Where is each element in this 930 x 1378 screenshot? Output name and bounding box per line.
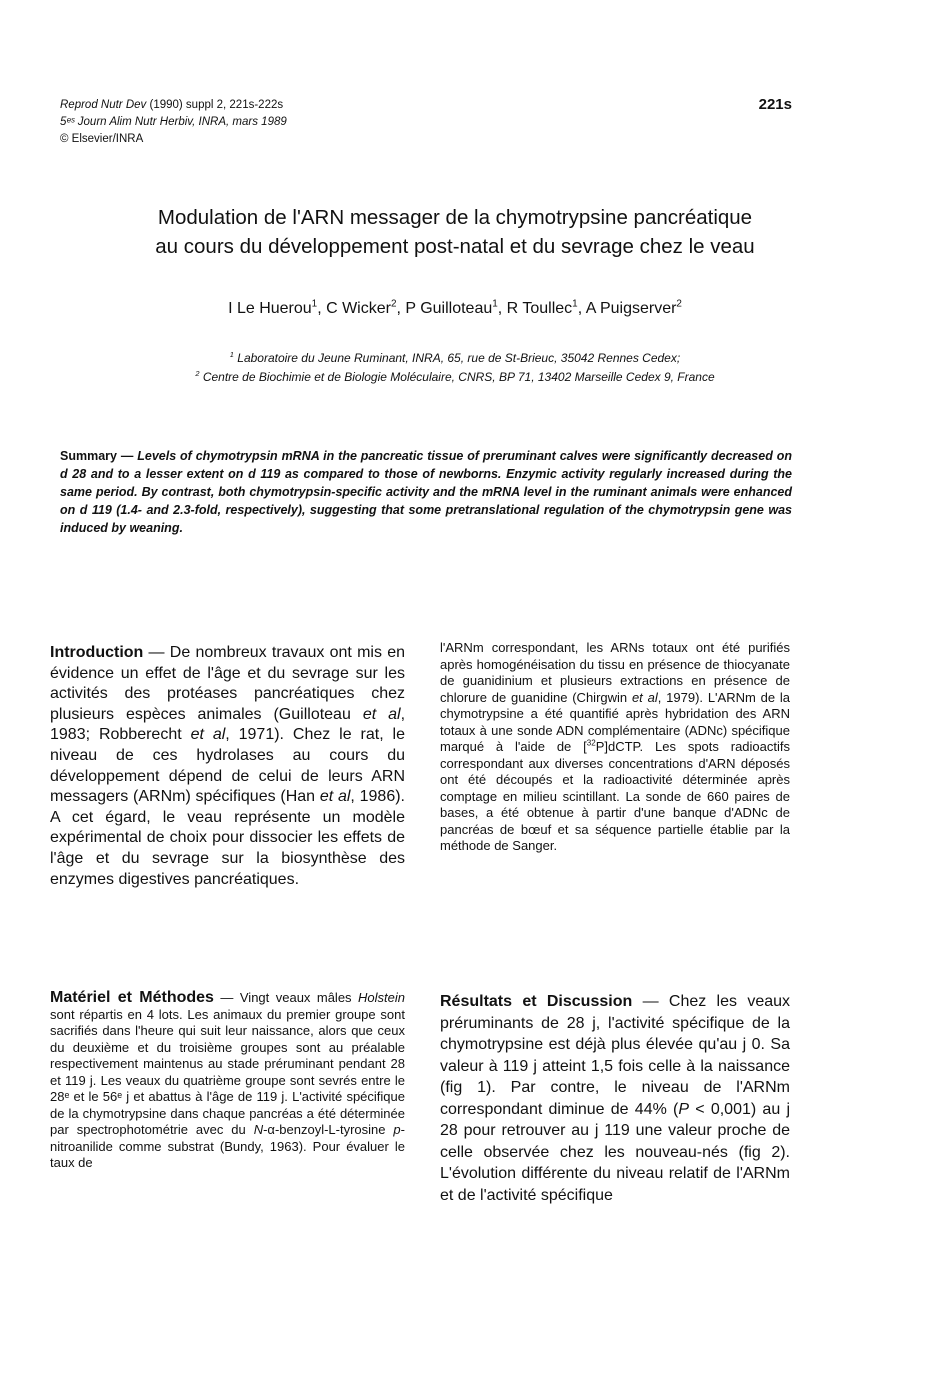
page-number: 221s xyxy=(758,96,792,113)
summary-label: Summary — xyxy=(60,449,134,463)
summary-text: Levels of chymotrypsin mRNA in the pancreatic tissue of preruminant calves were significantly decreased on d 28 and to a lesser extent on d 119 as compared to those of newborns. Enzymic activity regularly increased during the same period. By contrast, both chymotrypsin-specific activity and the mRNA level in the ruminant animals were enhanced on d 119 (1.4- and 2.3-fold, respectively), suggesting that some pretranslational regulation of the chymotrypsin gene was induced by weaning. xyxy=(60,449,792,535)
title-line-2: au cours du développement post-natal et du sevrage chez le veau xyxy=(155,235,755,258)
author: I Le Huerou$^1$ xyxy=(228,298,318,317)
introduction-heading: Introduction xyxy=(50,644,144,661)
author: C Wicker$^2$ xyxy=(326,298,397,317)
introduction-section: Introduction — De nombreux travaux ont mis en évidence un effet de l'âge et du sevrage sur les activités des protéases pancréatiques chez plusieurs espèces animales (Guilloteau et al, 1983; Robberecht et al, 1971). Chez le rat, le niveau de ces hydrolases au cours du développement dépend de celui de leurs ARN messagers (ARNm) spécifiques (Han et al, 1986). A cet égard, le veau représente un modèle expérimental de choix pour dissocier les effets de l'âge et du sevrage sur la biosynthèse des enzymes digestives pancréatiques. xyxy=(50,644,406,888)
author-list: I Le Huerou$^1$, C Wicker$^2$, P Guilloteau$^1$, R Toullec$^1$, A Puigserver$^2$ xyxy=(228,298,682,317)
results-heading: Résultats et Discussion xyxy=(440,993,633,1010)
affiliation: $^2$ Centre de Biochimie et de Biologie Moléculaire, CNRS, BP 71, 13402 Marseille Cedex 9, France xyxy=(195,369,715,384)
summary xyxy=(60,447,792,537)
copyright-line: © Elsevier/INRA xyxy=(60,133,144,145)
journal-header xyxy=(60,97,287,148)
article-title xyxy=(60,203,850,261)
methods-continued: l'ARNm correspondant, les ARNs totaux ont été purifiés après homogénéisation du tissu en présence de thiocyanate de guanidinium et plusieurs extractions en présence de chlorure de guanidine (Chirgwin et al, 1979). L'ARNm de la chymotrypsine a été quantifié après hybridation des ARN totaux à une sonde ADN complémentaire (ADNc) spécifique marqué à l'aide de [$^{32}$P]dCTP. Les spots radioactifs correspondant aux diverses concentrations d'ARN déposés ont été découpés et la radioactivité déterminée après comptage en milieu scintillant. La sonde de 660 paires de bases, a été obtenue à partir d'une banque d'ADNc de pancréas de bœuf et sa séquence partielle établie par la méthode de Sanger. xyxy=(440,640,790,853)
affiliations xyxy=(60,349,850,387)
author: P Guilloteau$^1$ xyxy=(405,298,498,317)
citation-line xyxy=(60,97,287,114)
methods-heading: Matériel et Méthodes xyxy=(50,989,214,1006)
citation: (1990) suppl 2, 221s-222s xyxy=(149,99,284,111)
methods-section: Matériel et Méthodes — Vingt veaux mâles Holstein sont répartis en 4 lots. Les animaux du premier groupe sont sacrifiés dans l'heure qui suit leur naissance, alors que ceux du deuxième et du troisième groupes sont au préalable respectivement maintenus au stade préruminant pendant 28 et 119 j. Les veaux du quatrième groupe sont sevrés entre le 28ᵉ et le 56ᵉ j et abattus à l'âge de 119 j. L'activité spécifique de la chymotrypsine dans chaque pancréas a été déterminée par spectrophotométrie avec du N-α-benzoyl-L-tyrosine p-nitroanilide comme substrat (Bundy, 1963). Pour évaluer le taux de xyxy=(50,989,405,1170)
results-section: Résultats et Discussion — Chez les veaux préruminants de 28 j, l'activité spécifique de la chymotrypsine est déjà plus élevée qu'au j 0. Sa valeur à 119 j atteint 1,5 fois celle à la naissance (fig 1). Par contre, le niveau de l'ARNm correspondant diminue de 44% (P < 0,001) au j 28 pour retrouver au j 119 une valeur proche de celle observée chez les nouveau-nés (fig 2). L'évolution différente du niveau relatif de l'ARNm et de l'activité spécifique xyxy=(440,993,791,1204)
conference-line: 5ᵉˢ Journ Alim Nutr Herbiv, INRA, mars 1989 xyxy=(60,116,287,128)
affiliation: $^1$ Laboratoire du Jeune Ruminant, INRA, 65, rue de St-Brieuc, 35042 Rennes Cedex; xyxy=(229,350,681,365)
author: R Toullec$^1$ xyxy=(506,298,578,317)
author: A Puigserver$^2$ xyxy=(585,298,682,317)
title-line-1: Modulation de l'ARN messager de la chymotrypsine pancréatique xyxy=(157,206,753,229)
journal-name: Reprod Nutr Dev xyxy=(60,99,147,111)
